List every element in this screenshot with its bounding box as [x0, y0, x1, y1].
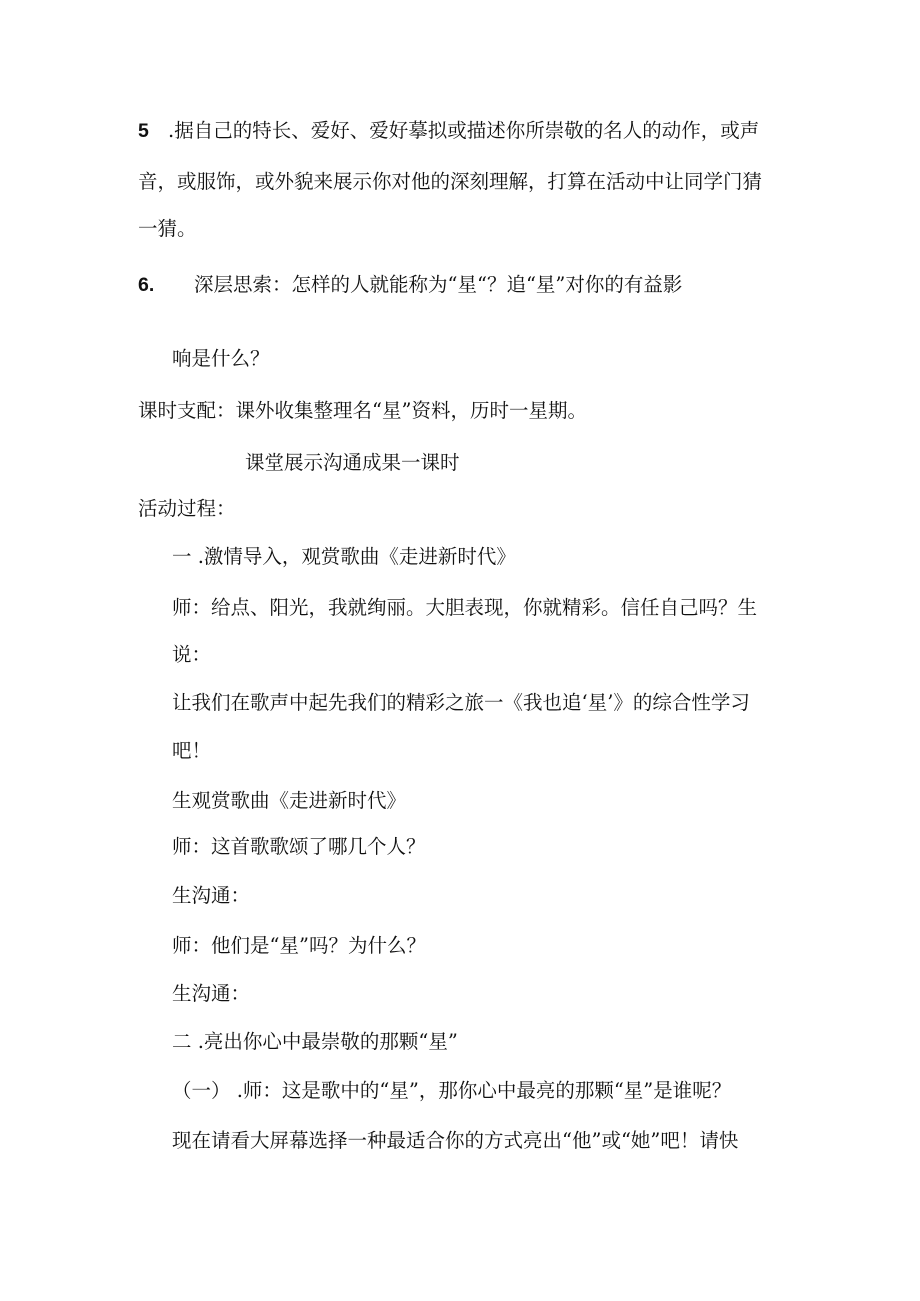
section-title: 二 .亮出你心中最崇敬的那颗“星”: [172, 1030, 458, 1053]
dialogue-line: （一） .师：这是歌中的“星”，那你心中最亮的那颗“星”是谁呢？: [172, 1079, 732, 1102]
item-number: 5: [138, 120, 149, 142]
paragraph-line: 一猜。: [138, 217, 197, 240]
paragraph-line: 音，或服饰，或外貌来展示你对他的深刻理解，打算在活动中让同学门猜: [138, 170, 763, 193]
dialogue-line: 师：这首歌歌颂了哪几个人？: [172, 835, 426, 858]
section-heading: 活动过程：: [138, 497, 236, 520]
class-session: 课堂展示沟通成果一课时: [245, 451, 460, 474]
section-title: 一 .激情导入，观赏歌曲《走进新时代》: [172, 545, 516, 568]
dialogue-line: 师：给点、阳光，我就绚丽。大胆表现，你就精彩。信任自己吗？生: [172, 596, 758, 619]
dialogue-line: 生沟通：: [172, 982, 251, 1005]
dialogue-line: 现在请看大屏幕选择一种最适合你的方式亮出“他”或“她”吧！请快: [172, 1129, 739, 1152]
dialogue-line: 吧！: [172, 739, 212, 762]
schedule-arrangement: 课时支配：课外收集整理名“星”资料，历时一星期。: [138, 399, 587, 422]
list-item-5: [138, 117, 759, 145]
dialogue-line: 生观赏歌曲《走进新时代》: [172, 789, 407, 812]
dialogue-line: 让我们在歌声中起先我们的精彩之旅一《我也追‘星’》的综合性学习: [172, 691, 750, 714]
list-item-6: [138, 271, 682, 299]
dialogue-line: 生沟通：: [172, 884, 251, 907]
dialogue-line: 说：: [172, 643, 212, 666]
paragraph-line: 响是什么？: [172, 347, 270, 370]
item-text: .据自己的特长、爱好、爱好摹拟或描述你所崇敬的名人的动作，或声: [168, 119, 760, 142]
item-text: 深层思索：怎样的人就能称为“星“？追“星”对你的有益影: [194, 273, 683, 296]
dialogue-line: 师：他们是“星”吗？为什么？: [172, 934, 426, 957]
item-number: 6.: [138, 274, 155, 296]
